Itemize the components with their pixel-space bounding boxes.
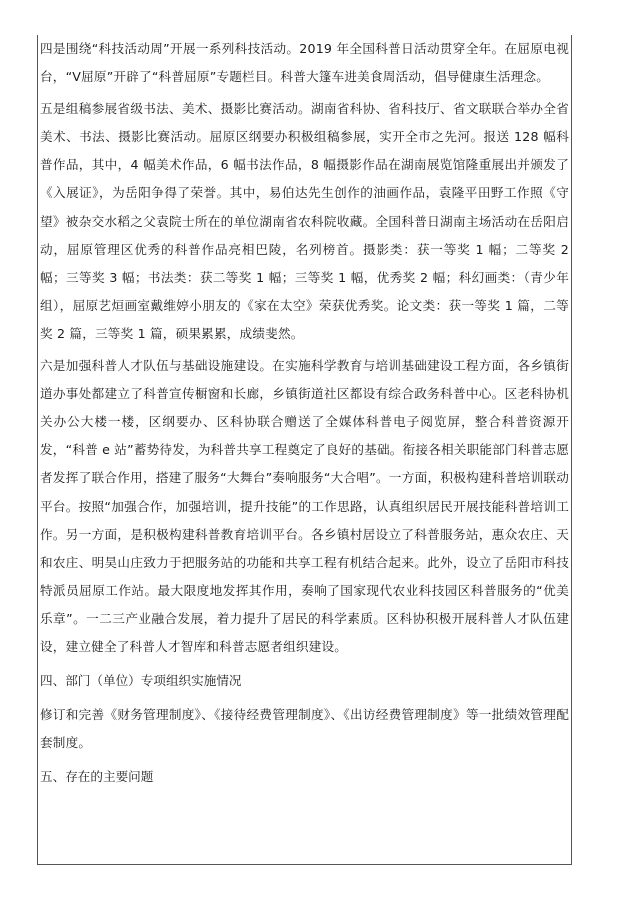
section-heading-main-problems: 五、存在的主要问题 [40,769,154,785]
document-frame [37,35,572,865]
document-content [38,35,571,791]
section-heading-dept-implementation: 四、部门（单位）专项组织实施情况 [40,673,242,689]
paragraph-art-exhibition: 五是组稿参展省级书法、美术、摄影比赛活动。湖南省科协、省科技厅、省文联联合举办全省美术、书法、摄影比赛活动。屈原区纲要办积极组稿参展，实开全市之先河。报送 128 幅科普作品，其中，4 幅美术作品，6 幅书法作品，8 幅摄影作品在湖南展览馆隆重展出并颁发了《入展证》，为岳阳争得了荣誉。其中，易伯达先生创作的油画作品，袁隆平田野工作照《守望》被杂交水稻之父袁院士所在的单位湖南省农科院收藏。全国科普日湖南主场活动在岳阳启动，屈原管理区优秀的科普作品亮相巴陵，名列榜首。摄影类：获一等奖 1 幅；二等奖 2 幅；三等奖 3 幅；书法类：获二等奖 1 幅；三等奖 1 幅，优秀奖 2 幅；科幻画类：（青少年组），屈原艺烜画室戴维婷小朋友的《家在太空》荣获优秀奖。论文类：获一等奖 1 篇，二等奖 2 篇，三等奖 1 篇，硕果累累，成绩斐然。 [40,101,569,341]
paragraph-science-activities: 四是围绕“科技活动周”开展一系列科技活动。2019 年全国科普日活动贯穿全年。在屈原电视台，“V屈原”开辟了“科普屈原”专题栏目。科普大篷车进美食周活动，倡导健康生活理念。 [40,41,569,85]
paragraph-management-systems: 修订和完善《财务管理制度》、《接待经费管理制度》、《出访经费管理制度》等一批绩效管理配套制度。 [40,707,569,751]
paragraph-talent-infrastructure: 六是加强科普人才队伍与基础设施建设。在实施科学教育与培训基础建设工程方面，各乡镇街道办事处都建立了科普宣传橱窗和长廊，乡镇街道社区都设有综合政务科普中心。区老科协机关办公大楼一楼，区纲要办、区科协联合赠送了全媒体科普电子阅览屏，整合科普资源开发，“科普 e 站”蓄势待发，为科普共享工程奠定了良好的基础。衔接各相关职能部门科普志愿者发挥了联合作用，搭建了服务“大舞台”奏响服务“大合唱”。一方面，积极构建科普培训联动平台。按照“加强合作，加强培训，提升技能”的工作思路，认真组织居民开展技能科普培训工作。另一方面，是积极构建科普教育培训平台。各乡镇村居设立了科普服务站，惠众农庄、天和农庄、明昊山庄致力于把服务站的功能和共享工程有机结合起来。此外，设立了岳阳市科技特派员屈原工作站。最大限度地发挥其作用，奏响了国家现代农业科技园区科普服务的“优美乐章”。一二三产业融合发展，着力提升了居民的科学素质。区科协积极开展科普人才队伍建设，建立健全了科普人才智库和科普志愿者组织建设。 [40,358,569,654]
